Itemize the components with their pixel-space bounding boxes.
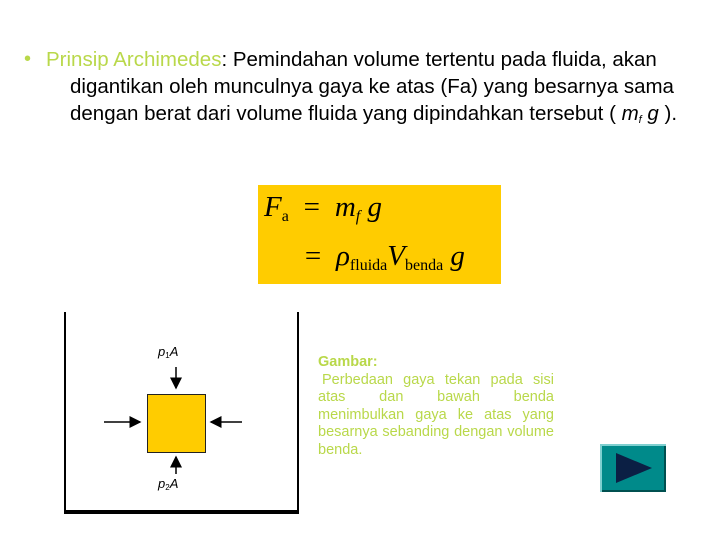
play-triangle-icon [600,444,666,492]
gravity-symbol: g [641,102,659,125]
density-subscript: fluida [349,257,388,274]
caption-body: Perbedaan gaya tekan pada sisi atas dan bawah benda menimbulkan gaya ke atas yang besarnya sebanding dengan volume benda. [318,371,554,458]
mass-subscript: f [638,114,642,126]
mass-symbol-formula: m [334,191,356,223]
figure-caption [318,354,554,459]
caption-title: Gambar: [318,354,378,370]
top-pressure-label: p1A [158,344,179,360]
bullet-text [46,46,684,134]
formula-line-1 [264,191,382,226]
mass-subscript-formula: f [355,208,361,225]
mass-symbol: m [621,102,639,125]
equals-sign: = [303,191,320,223]
bullet-icon: • [24,48,32,70]
next-slide-button[interactable] [600,444,666,492]
archimedes-principle-title: Prinsip Archimedes [46,48,222,71]
formula-line-2 [264,240,465,275]
bullet-paragraph [24,46,684,134]
equals-sign-2: = [304,240,322,272]
gravity-symbol-formula-2: g [450,240,465,272]
formula-box [258,185,501,284]
volume-symbol: V [387,240,405,272]
buoyancy-diagram [60,312,310,518]
closing-paren: ). [658,102,678,125]
density-symbol: ρ [336,240,350,272]
principle-description: : Pemindahan volume tertentu pada fluida, akan digantikan oleh munculnya gaya ke atas (Fa) yang besarnya sama dengan berat dari volume fluida yang dipindahkan tersebut ( [70,48,674,125]
force-arrows [60,312,310,518]
bottom-pressure-label: p2A [158,476,179,492]
volume-subscript: benda [404,257,444,274]
gravity-symbol-formula: g [367,191,382,223]
force-subscript: a [281,208,289,225]
force-symbol: F [264,191,282,223]
